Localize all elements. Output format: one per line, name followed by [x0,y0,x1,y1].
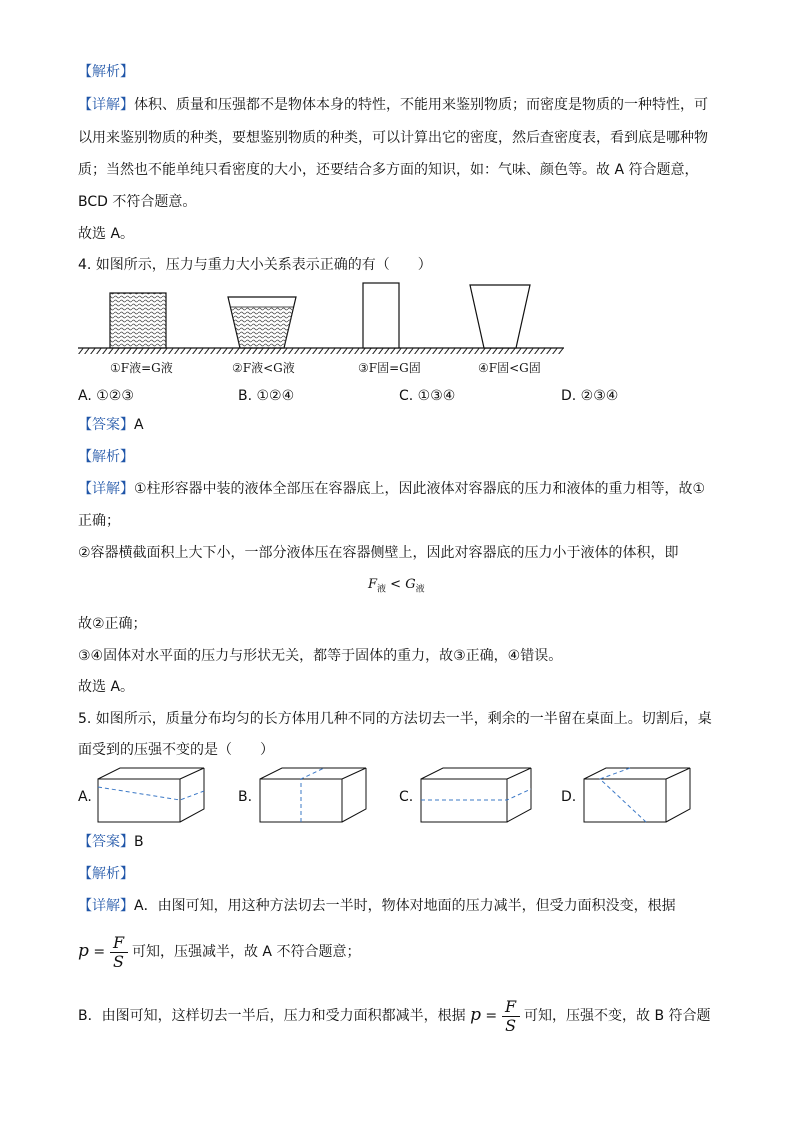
answer-value: A [134,417,144,433]
q5-label-a: A. [78,789,92,805]
q5-answer-line [78,832,144,852]
q5-label-b: B. [238,789,253,805]
formula-text: 可知，压强减半，故 A 不符合题意； [131,944,361,960]
solid-4-figure [470,285,530,348]
formula-fraction: $\frac{F}{S}$ [110,934,128,971]
q4-figure [78,275,568,379]
cuboid-d-figure [576,765,696,825]
detail-tag: 【详解】 [78,97,134,113]
detail-tag: 【详解】 [78,898,134,914]
q4-detail-3: ②容器横截面积上大下小，一部分液体压在容器侧壁上，因此对容器底的压力小于液体的体积，即 [78,545,679,561]
caption-2: ②F液<G液 [232,361,295,375]
q4-detail-2: 正确； [78,513,120,529]
analysis-heading: 【解析】 [78,64,134,80]
choose-line: 故选 A。 [78,226,135,242]
q5-label-c: C. [399,789,414,805]
detail-text: 体积、质量和压强都不是物体本身的特性，不能用来鉴别物质；而密度是物质的一种特性，可 [134,97,708,113]
q5-detail-b: B．由图可知，这样切去一半后，压力和受力面积都减半，根据 p = $\frac{F}{S}$ 可知，压强不变，故 B 符合题 [78,996,711,1035]
detail-line-3: 质；当然也不能单纯只看密度的大小，还要结合多方面的知识，如：气味、颜色等。故 A 符合题意， [78,162,699,178]
q4-detail-5: ③④固体对水平面的压力与形状无关，都等于固体的重力，故③正确，④错误。 [78,648,563,664]
detail-text: A．由图可知，用这种方法切去一半时，物体对地面的压力减半，但受力面积没变，根据 [134,898,676,914]
solid-3-figure [363,283,399,348]
caption-4: ④F固<G固 [478,361,541,375]
detail-tag: 【详解】 [78,481,134,497]
q5-detail-a [78,896,676,916]
q5-formula-line-a: p = $\frac{F}{S}$ 可知，压强减半，故 A 不符合题意； [78,932,361,971]
ground-hatch [78,348,564,354]
cuboid-b-figure [252,765,372,825]
q4-option-b: B. ①②④ [238,388,295,404]
q5-label-d: D. [561,789,577,805]
q4-option-a: A. ①②③ [78,388,134,404]
q4-answer-line [78,415,144,435]
caption-3: ③F固=G固 [358,361,421,375]
q5-stem-2: 面受到的压强不变的是（ ） [78,742,274,758]
q4-detail-4: 故②正确； [78,616,147,632]
q4-option-c: C. ①③④ [399,388,456,404]
q4-detail-1 [78,479,705,499]
q5-stem-1: 5. 如图所示，质量分布均匀的长方体用几种不同的方法切去一半，剩余的一半留在桌面上。切割后，桌 [78,711,712,727]
q4-option-d: D. ②③④ [561,388,619,404]
q4-choose: 故选 A。 [78,679,135,695]
answer-tag: 【答案】 [78,834,134,850]
detail-paragraph-1 [78,95,708,115]
caption-1: ①F液=G液 [110,361,173,375]
q4-formula: $F_液 < G_液$ [368,577,425,595]
detail-text: ①柱形容器中装的液体全部压在容器底上，因此液体对容器底的压力和液体的重力相等，故① [134,481,706,497]
detail-line-4: BCD 不符合题意。 [78,194,197,210]
q5-analysis-heading: 【解析】 [78,866,134,882]
cuboid-c-figure [413,765,533,825]
q4-stem: 4. 如图所示，压力与重力大小关系表示正确的有（ ） [78,257,432,273]
formula-p: p [78,941,89,961]
detail-line-2: 以用来鉴别物质的种类，要想鉴别物质的种类，可以计算出它的密度，然后查密度表，看到底是哪种物 [78,130,708,146]
answer-tag: 【答案】 [78,417,134,433]
container-1-figure [110,293,166,348]
answer-value: B [134,834,144,850]
cuboid-a-figure [90,765,210,825]
q4-analysis-heading: 【解析】 [78,449,134,465]
container-2-figure [228,297,296,348]
